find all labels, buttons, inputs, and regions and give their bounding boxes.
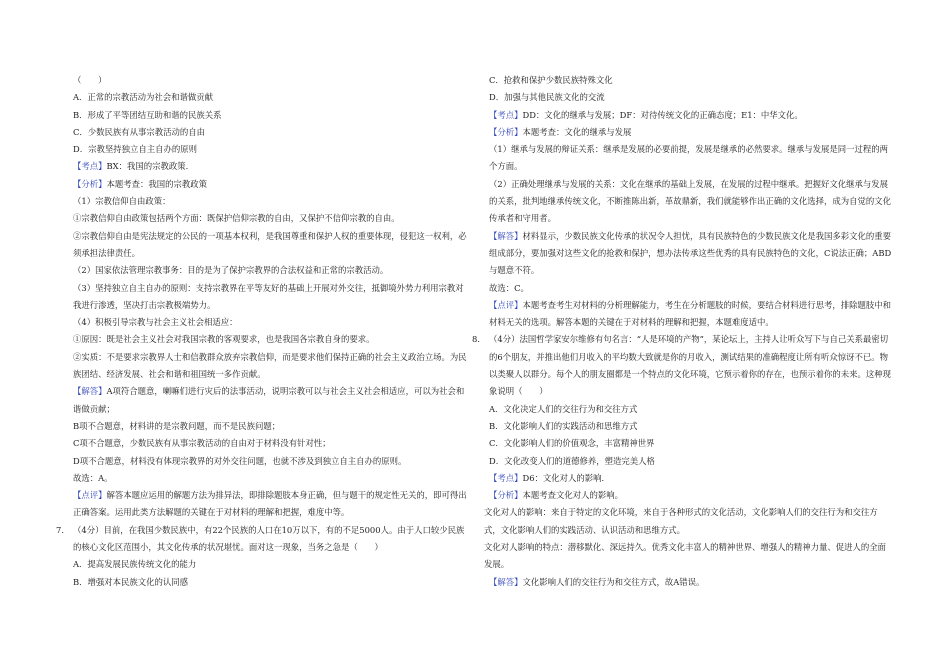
right-column xyxy=(472,72,894,591)
section-tag: 【分析】 xyxy=(489,126,523,137)
line-text: B．文化影响人们的实践活动和思维方式 xyxy=(489,420,638,431)
line-text: 本题考查：文化的继承与发展 xyxy=(522,126,632,137)
line-text: B．形成了平等团结互助和谐的民族关系 xyxy=(73,109,222,120)
text-line xyxy=(484,504,894,539)
line-text: A．文化决定人们的交往行为和交往方式 xyxy=(489,403,638,414)
section-tag: 【点评】 xyxy=(73,490,107,501)
text-line xyxy=(68,72,468,89)
line-text: B．增强对本民族文化的认同感 xyxy=(73,576,189,587)
line-text: 故选：C。 xyxy=(489,282,529,293)
text-line xyxy=(68,453,468,470)
line-text: （2）正确处理继承与发展的关系：文化在继承的基础上发展，在发展的过程中继承。把握好文化继承与发展的关系，批判地继承传统文化，不断推陈出新，革故鼎新，我们就能够作出正确的文化选择，成为自觉的文化传承者和守用者。 xyxy=(489,178,891,224)
text-line xyxy=(68,107,468,124)
line-text: D6：文化对人的影响． xyxy=(522,472,610,483)
line-text: （1）宗教信仰自由政策： xyxy=(73,196,171,207)
line-text: （1）继承与发展的辩证关系：继承是发展的必要前提，发展是继承的必然要求。继承与发展是同一过程的两个方面。 xyxy=(489,144,888,172)
line-text: 文化对人影响的特点：潜移默化、深远持久。优秀文化丰富人的精神世界、增强人的精神力量、促进人的全面发展。 xyxy=(484,542,886,570)
text-line xyxy=(68,349,468,384)
line-text: D项不合题意，材料没有体现宗教界的对外交往问题，也就不涉及到独立自主自办的原则。 xyxy=(73,455,407,466)
text-line xyxy=(484,280,894,297)
section-tag: 【考点】 xyxy=(73,161,107,172)
labeled-paragraph xyxy=(484,124,894,141)
text-line xyxy=(484,435,894,452)
line-text: 本题考查：我国的宗教政策 xyxy=(106,178,207,189)
line-text: （4分）法国哲学家安尔维修有句名言：“人是环境的产物”，某论坛上，主持人让听众写下与自己关系最密切的6个朋友，并推出他们月收入的平均数大致就是你的月收入，测试结果的准确程度让所有听众惊讶不已。物以类聚人以群分。每个人的朋友圈都是一个特点的文化环境，它预示着你的存在，也预示着你的未来。这种现象说明（ ） xyxy=(489,334,891,397)
text-line xyxy=(68,280,468,315)
line-text: C．少数民族有从事宗教活动的自由 xyxy=(73,126,206,137)
text-line xyxy=(484,89,894,106)
labeled-paragraph xyxy=(484,228,894,280)
section-tag: 【解答】 xyxy=(489,576,523,587)
section-tag: 【考点】 xyxy=(489,472,523,483)
labeled-paragraph xyxy=(484,574,894,591)
labeled-paragraph xyxy=(68,487,468,522)
line-text: DD：文化的继承与发展；DF：对待传统文化的正确态度；E1：中华文化。 xyxy=(522,109,803,120)
line-text: （ ） xyxy=(73,75,107,85)
text-line xyxy=(484,141,894,176)
text-line xyxy=(68,141,468,158)
section-tag: 【解答】 xyxy=(489,230,523,241)
section-tag: 【分析】 xyxy=(73,178,107,189)
question-stem xyxy=(56,522,468,557)
line-text: 本题考查文化对人的影响。 xyxy=(522,490,623,501)
line-text: （3）坚持独立自主自办的原则：支持宗教界在平等友好的基础上开展对外交往，抵御境外势力利用宗教对我进行渗透，坚决打击宗教极端势力。 xyxy=(73,282,464,310)
section-tag: 【点评】 xyxy=(489,299,523,310)
text-line xyxy=(68,331,468,348)
labeled-paragraph xyxy=(68,176,468,193)
left-column xyxy=(56,72,468,591)
labeled-paragraph xyxy=(484,297,894,332)
line-text: （2）国家依法管理宗教事务：目的是为了保护宗教界的合法权益和正常的宗教活动。 xyxy=(73,265,389,276)
labeled-paragraph xyxy=(68,158,468,175)
text-line xyxy=(68,228,468,263)
line-text: B项不合题意，材料讲的是宗教问题，而不是民族问题； xyxy=(73,420,281,431)
line-text: A项符合题意，喇嘛们进行灾后的法事活动，说明宗教可以与社会主义社会相适应，可以为社会和谐做贡献； xyxy=(73,386,465,414)
line-text: ②实质：不是要求宗教界人士和信教群众放弃宗教信仰，而是要求他们保持正确的社会主义政治立场。为民族团结、经济发展、社会和谐和祖国统一多作贡献。 xyxy=(73,351,467,380)
line-text: ①原因：既是社会主义社会对我国宗教的客观要求，也是我国各宗教自身的要求。 xyxy=(73,334,375,345)
line-text: D．加强与其他民族文化的交流 xyxy=(489,92,605,103)
line-text: 故选：A。 xyxy=(73,472,113,483)
labeled-paragraph xyxy=(484,107,894,124)
text-line xyxy=(68,418,468,435)
line-text: （4）积极引导宗教与社会主义社会相适应： xyxy=(73,317,238,328)
text-line xyxy=(68,556,468,573)
line-text: ②宗教信仰自由是宪法规定的公民的一项基本权利，是我国尊重和保护人权的重要体现，侵犯这一权利，必须承担法律责任。 xyxy=(73,230,467,258)
line-text: 解答本题应运用的解题方法为排异法，即排除题肢本身正确，但与题干的规定性无关的，即可得出正确答案。运用此类方法解题的关键在于对材料的理解和把握，难度中等。 xyxy=(73,490,467,518)
line-text: D．文化改变人们的道德修养，塑造完美人格 xyxy=(489,455,655,466)
line-text: A．提高发展民族传统文化的能力 xyxy=(73,559,197,570)
text-line xyxy=(68,210,468,227)
text-line xyxy=(68,435,468,452)
section-tag: 【考点】 xyxy=(489,109,523,120)
line-text: 本题考查考生对材料的分析理解能力，考生在分析题肢的时候，要结合材料进行思考，排除题肢中和材料无关的选项。解答本题的关键在于对材料的理解和把握，本题难度适中。 xyxy=(489,299,891,328)
line-text: 文化对人的影响：来自于特定的文化环境，来自于各种形式的文化活动，文化影响人们的交往行为和交往方式，文化影响人们的实践活动、认识活动和思维方式。 xyxy=(484,507,878,535)
text-line xyxy=(484,539,894,574)
question-number: 8． xyxy=(472,334,486,345)
line-text: C．文化影响人们的价值观念，丰富精神世界 xyxy=(489,438,655,449)
text-line xyxy=(68,574,468,591)
text-line xyxy=(68,193,468,210)
line-text: ①宗教信仰自由政策包括两个方面：既保护信仰宗教的自由，又保护不信仰宗教的自由。 xyxy=(73,213,400,224)
line-text: 文化影响人们的交往行为和交往方式，故A错误。 xyxy=(522,576,705,587)
text-line xyxy=(484,453,894,470)
line-text: C项不合题意，少数民族有从事宗教活动的自由对于材料没有针对性； xyxy=(73,438,331,449)
labeled-paragraph xyxy=(484,470,894,487)
labeled-paragraph xyxy=(484,487,894,504)
labeled-paragraph xyxy=(68,383,468,418)
text-line xyxy=(68,470,468,487)
line-text: 材料显示，少数民族文化传承的状况令人担忧，具有民族特色的少数民族文化是我国多彩文化的重要组成部分，要加强对这些文化的抢救和保护，想办法传承这些优秀的具有民族特色的文化，C说法正确；ABD与题意不符。 xyxy=(489,230,892,276)
text-line xyxy=(68,262,468,279)
text-line xyxy=(484,72,894,89)
text-line xyxy=(68,314,468,331)
line-text: BX：我国的宗教政策． xyxy=(106,161,194,172)
section-tag: 【分析】 xyxy=(489,490,523,501)
question-stem xyxy=(472,331,894,400)
text-line xyxy=(68,89,468,106)
text-line xyxy=(484,176,894,228)
line-text: A．正常的宗教活动为社会和谐做贡献 xyxy=(73,92,214,103)
line-text: C．抢救和保护少数民族特殊文化 xyxy=(489,75,613,85)
text-line xyxy=(484,401,894,418)
text-line xyxy=(484,418,894,435)
section-tag: 【解答】 xyxy=(73,386,107,397)
question-number: 7． xyxy=(56,524,70,535)
text-line xyxy=(68,124,468,141)
line-text: D．宗教坚持独立自主自办的原则 xyxy=(73,144,197,155)
line-text: （4分）目前，在我国少数民族中，有22个民族的人口在10万以下，有的不足5000人。由于人口较少民族的核心文化区范围小，其文化传承的状况堪忧。面对这一现象，当务之急是（ ） xyxy=(73,524,465,553)
